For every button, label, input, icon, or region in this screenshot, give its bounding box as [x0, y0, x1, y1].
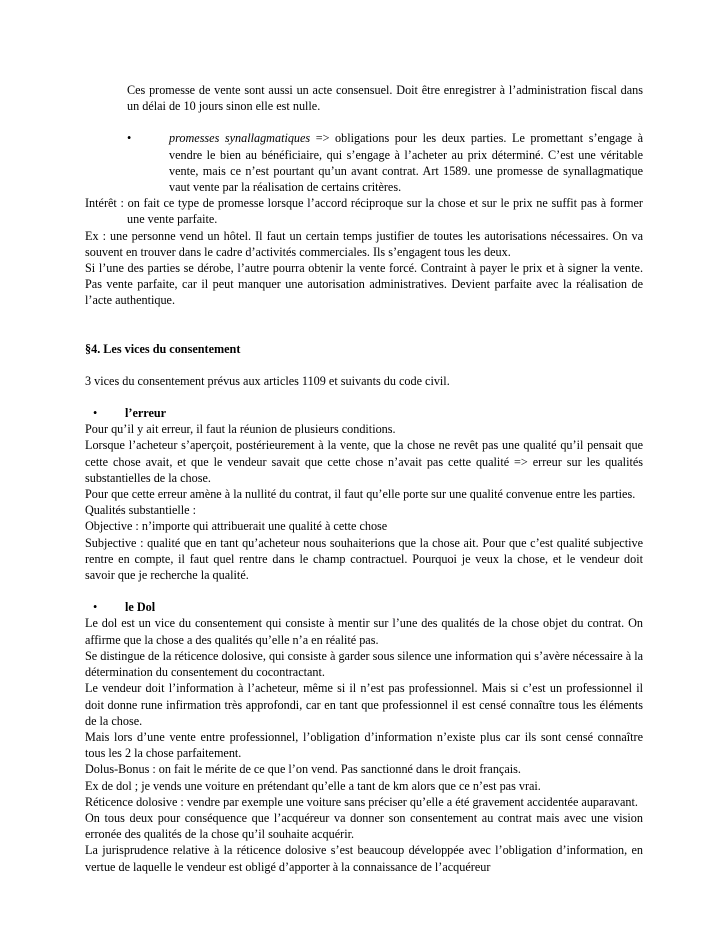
- section-title: §4. Les vices du consentement: [85, 341, 241, 356]
- spacer: [85, 114, 643, 130]
- spacer: [85, 583, 643, 599]
- erreur-line: Pour qu’il y ait erreur, il faut la réunion de plusieurs conditions.: [85, 422, 396, 437]
- bullet-icon: •: [93, 406, 98, 421]
- erreur-line: Lorsque l’acheteur s’aperçoit, postérieurement à la vente, que la chose ne revêt pas une qualité qu’il pensait que cette chose avait, et que le vendeur savait que cette chose n’avait pas cette qualité => erreur sur les qualités substantielles de la chose.: [85, 438, 643, 485]
- dol-line: La jurisprudence relative à la réticence dolosive s’est beaucoup développée avec l’obligation d’information, en vertue de laquelle le vendeur est obligé d’apporter à la connaissance de l’acquéreur: [85, 843, 643, 874]
- spacer: [85, 325, 643, 341]
- synallagmatic-rest: => obligations pour les deux parties. Le promettant s’engage à vendre le bien au bénéficiaire, qui s’engage à l’acheter au prix déterminé. C’est une véritable vente, mais ce n’est pourtant qu’un avant contrat. Art 1589. une promesse de synallagmatique vaut vente par la réalisation de certains critères.: [169, 131, 643, 195]
- heading-erreur: [85, 405, 643, 421]
- section-intro: 3 vices du consentement prévus aux articles 1109 et suivants du code civil.: [85, 373, 450, 388]
- dol-line: Ex de dol ; je vends une voiture en prétendant qu’elle a tant de km alors que ce n’est pas vrai.: [85, 778, 541, 793]
- paragraph-consensual-promise: Ces promesse de vente sont aussi un acte consensuel. Doit être enregistrer à l’administration fiscal dans un délai de 10 jours sinon elle est nulle.: [127, 83, 643, 114]
- dol-line: Le dol est un vice du consentement qui consiste à mentir sur l’une des qualités de la chose objet du contrat. On affirme que la chose a des qualités qu’elle n’a en réalité pas.: [85, 616, 643, 647]
- dol-line: Le vendeur doit l’information à l’acheteur, même si il n’est pas professionnel. Mais si c’est un professionnel il doit donne rune infirmation très approfondi, car en tant que professionnel il est censé connaître tous les éléments de la chose.: [85, 681, 643, 728]
- synallagmatic-term: promesses synallagmatiques: [169, 131, 311, 146]
- erreur-line: Qualités substantielle :: [85, 503, 197, 518]
- heading-dol: [85, 599, 643, 615]
- bullet-icon: •: [127, 131, 132, 146]
- dol-line: Mais lors d’une vente entre professionnel, l’obligation d’information n’existe plus car ils sont censé connaître tous les 2 la chose parfaitement.: [85, 729, 643, 761]
- document-page: [85, 82, 643, 875]
- dol-line: Se distingue de la réticence dolosive, qui consiste à garder sous silence une information qui s’avère nécessaire à la détermination du consentement du cocontractant.: [85, 648, 643, 680]
- paragraph-interet: Intérêt : on fait ce type de promesse lorsque l’accord réciproque sur la chose et sur le prix ne suffit pas à former une vente parfaite.: [85, 196, 643, 227]
- spacer: [85, 309, 643, 325]
- erreur-line: Pour que cette erreur amène à la nullité du contrat, il faut qu’elle porte sur une qualité convenue entre les parties.: [85, 487, 636, 502]
- dol-line: Dolus-Bonus : on fait le mérite de ce que l’on vend. Pas sanctionné dans le droit français.: [85, 762, 521, 777]
- dol-line: Réticence dolosive : vendre par exemple une voiture sans préciser qu’elle a été gravement accidentée auparavant.: [85, 794, 638, 809]
- paragraph-exemple: Ex : une personne vend un hôtel. Il faut un certain temps justifier de toutes les autorisations nécessaires. On va souvent en trouver dans le cadre d’activités commerciales. Ils s’engagent tous les deux.: [85, 228, 643, 259]
- bullet-synallagmatic-promises: [127, 130, 643, 195]
- erreur-line: Subjective : qualité que en tant qu’acheteur nous souhaiterions que la chose ait. Pour que c’est qualité subjective rentre en compte, il faut quel rentre dans le champ contractuel. Pourquoi je veux la chose, et le vendeur doit savoir que je recherche la qualité.: [85, 535, 643, 583]
- heading-dol-label: le Dol: [125, 600, 156, 615]
- erreur-line: Objective : n’importe qui attribuerait une qualité à cette chose: [85, 519, 388, 534]
- heading-erreur-label: l’erreur: [125, 406, 167, 421]
- spacer: [85, 357, 643, 373]
- paragraph-vente-forcee: Si l’une des parties se dérobe, l’autre pourra obtenir la vente forcé. Contraint à payer le prix et à signer la vente. Pas vente parfaite, car il peut manquer une autorisation administratives. Devient parfaite avec la réalisation de l’acte authentique.: [85, 261, 643, 308]
- spacer: [85, 389, 643, 405]
- dol-line: On tous deux pour conséquence que l’acquéreur va donner son consentement au contrat mais avec une vision erronée des qualités de la chose qu’il souhaite acquérir.: [85, 810, 643, 842]
- synallagmatic-text: [169, 130, 643, 195]
- bullet-icon: •: [93, 600, 98, 615]
